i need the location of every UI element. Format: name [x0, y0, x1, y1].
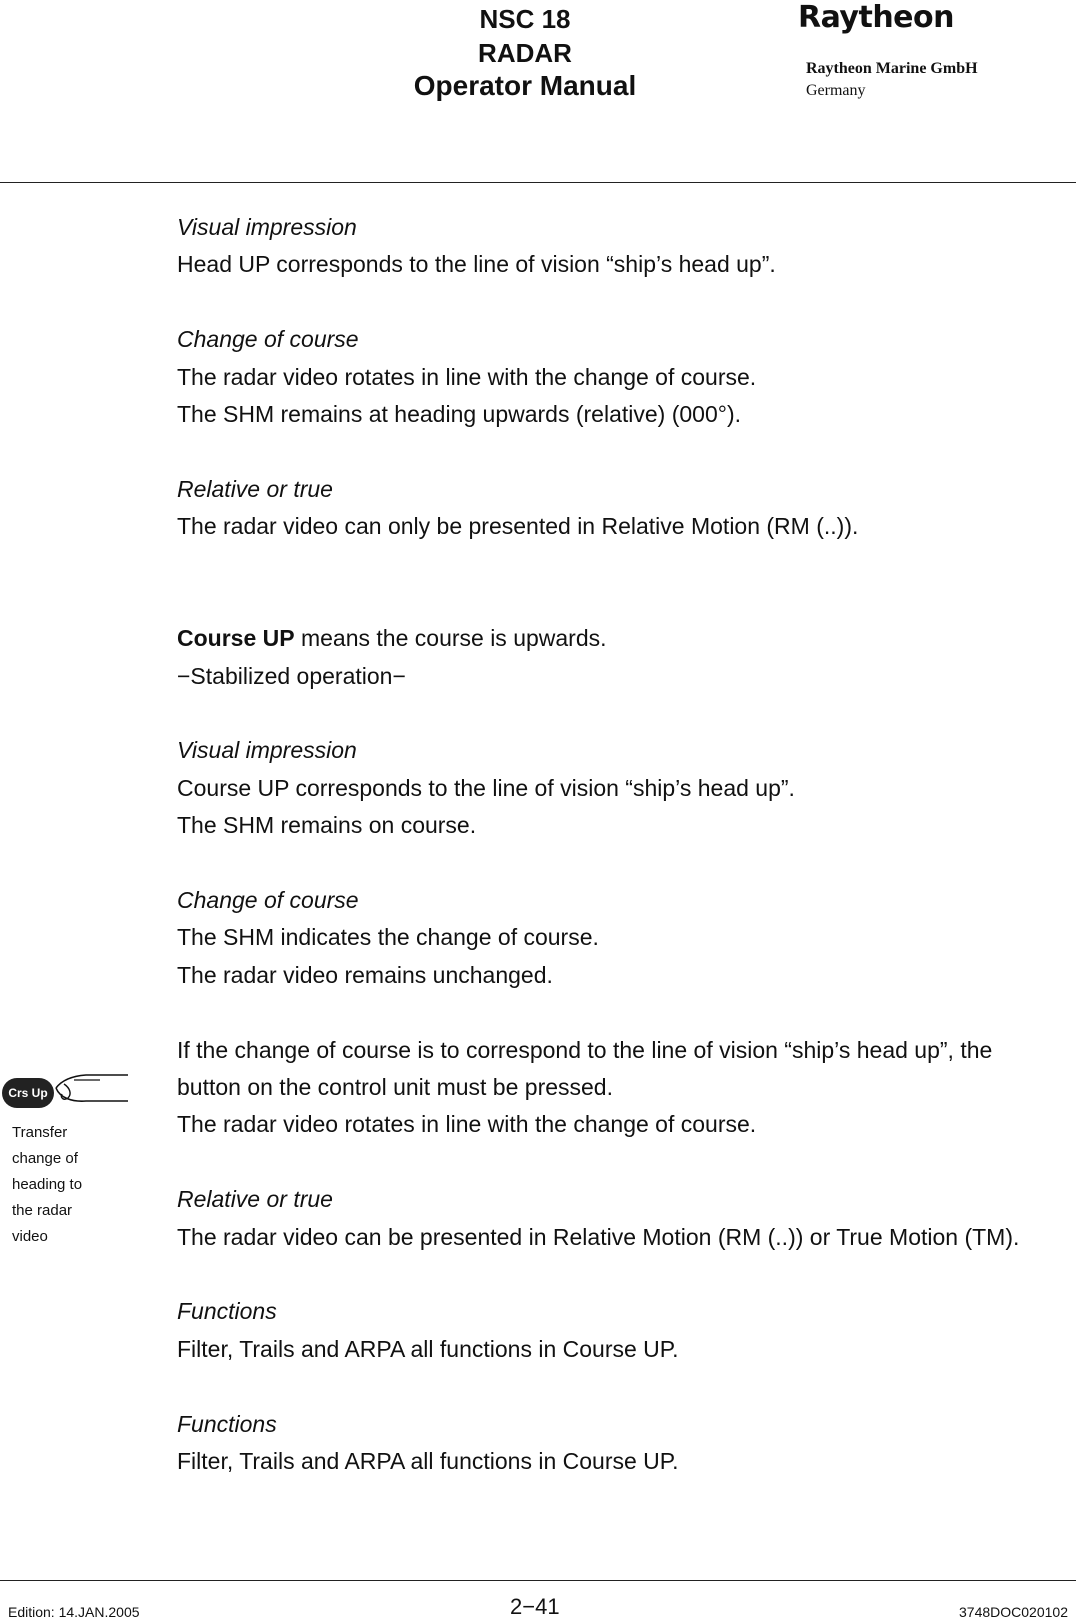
margin-note-line: Transfer — [12, 1124, 68, 1141]
body-text — [177, 209, 1072, 1480]
course-up-term: Course UP — [177, 625, 295, 652]
company-country: Germany — [806, 82, 866, 99]
stabilized-note: −Stabilized operation− — [177, 662, 406, 689]
paragraph-line: The radar video remains unchanged. — [177, 961, 553, 988]
paragraph-line: If the change of course is to correspond to the line of vision “ship’s head up”, the — [177, 1036, 993, 1063]
company-name: Raytheon Marine GmbH — [806, 60, 978, 77]
course-up-definition: means the course is upwards. — [294, 625, 607, 652]
paragraph-line: button on the control unit must be pressed. — [177, 1074, 613, 1100]
paragraph-line: The SHM remains on course. — [177, 812, 477, 839]
paragraph-line: Filter, Trails and ARPA all functions in Course UP. — [177, 1335, 679, 1362]
paragraph-line: Head UP corresponds to the line of vision “ship’s head up”. — [177, 251, 776, 278]
paragraph-line: The radar video can only be presented in Relative Motion (RM (..)). — [177, 513, 859, 540]
paragraph-line: The SHM indicates the change of course. — [177, 924, 599, 951]
paragraph-line: The radar video rotates in line with the change of course. — [177, 1111, 757, 1138]
section-heading: Relative or true — [177, 475, 333, 502]
document-id: 3748DOC020102 — [959, 1604, 1068, 1620]
margin-note-line: video — [12, 1228, 48, 1245]
margin-note-line: heading to — [12, 1176, 83, 1193]
section-heading: Functions — [177, 1298, 277, 1325]
margin-note-line: the radar — [12, 1202, 73, 1219]
section-heading: Visual impression — [177, 737, 357, 764]
crs-up-button-icon: Crs Up — [2, 1078, 54, 1108]
paragraph-line: The radar video can be presented in Relative Motion (RM (..)) or True Motion (TM). — [177, 1223, 1020, 1250]
section-heading: Functions — [177, 1410, 277, 1437]
paragraph-line: Course UP corresponds to the line of vision “ship’s head up”. — [177, 774, 795, 801]
margin-note-line: change of — [12, 1150, 78, 1167]
section-heading: Visual impression — [177, 214, 357, 240]
section-heading: Change of course — [177, 887, 359, 914]
section-heading: Change of course — [177, 326, 359, 353]
paragraph-line: The radar video rotates in line with the change of course. — [177, 363, 757, 390]
margin-note — [12, 1120, 122, 1250]
section-heading: Relative or true — [177, 1186, 333, 1213]
header-divider — [0, 182, 1076, 183]
edition-date: Edition: 14.JAN.2005 — [8, 1604, 140, 1620]
title-type: RADAR — [478, 38, 572, 68]
title-product: NSC 18 — [479, 4, 571, 34]
raytheon-logo: Raytheon — [798, 0, 954, 35]
paragraph-line: The SHM remains at heading upwards (relative) (000°). — [177, 400, 741, 427]
title-manual: Operator Manual — [413, 70, 637, 101]
course-up-intro — [177, 620, 1072, 657]
page-number: 2−41 — [510, 1594, 560, 1619]
paragraph-line: Filter, Trails and ARPA all functions in Course UP. — [177, 1447, 679, 1474]
footer-divider — [0, 1580, 1076, 1581]
